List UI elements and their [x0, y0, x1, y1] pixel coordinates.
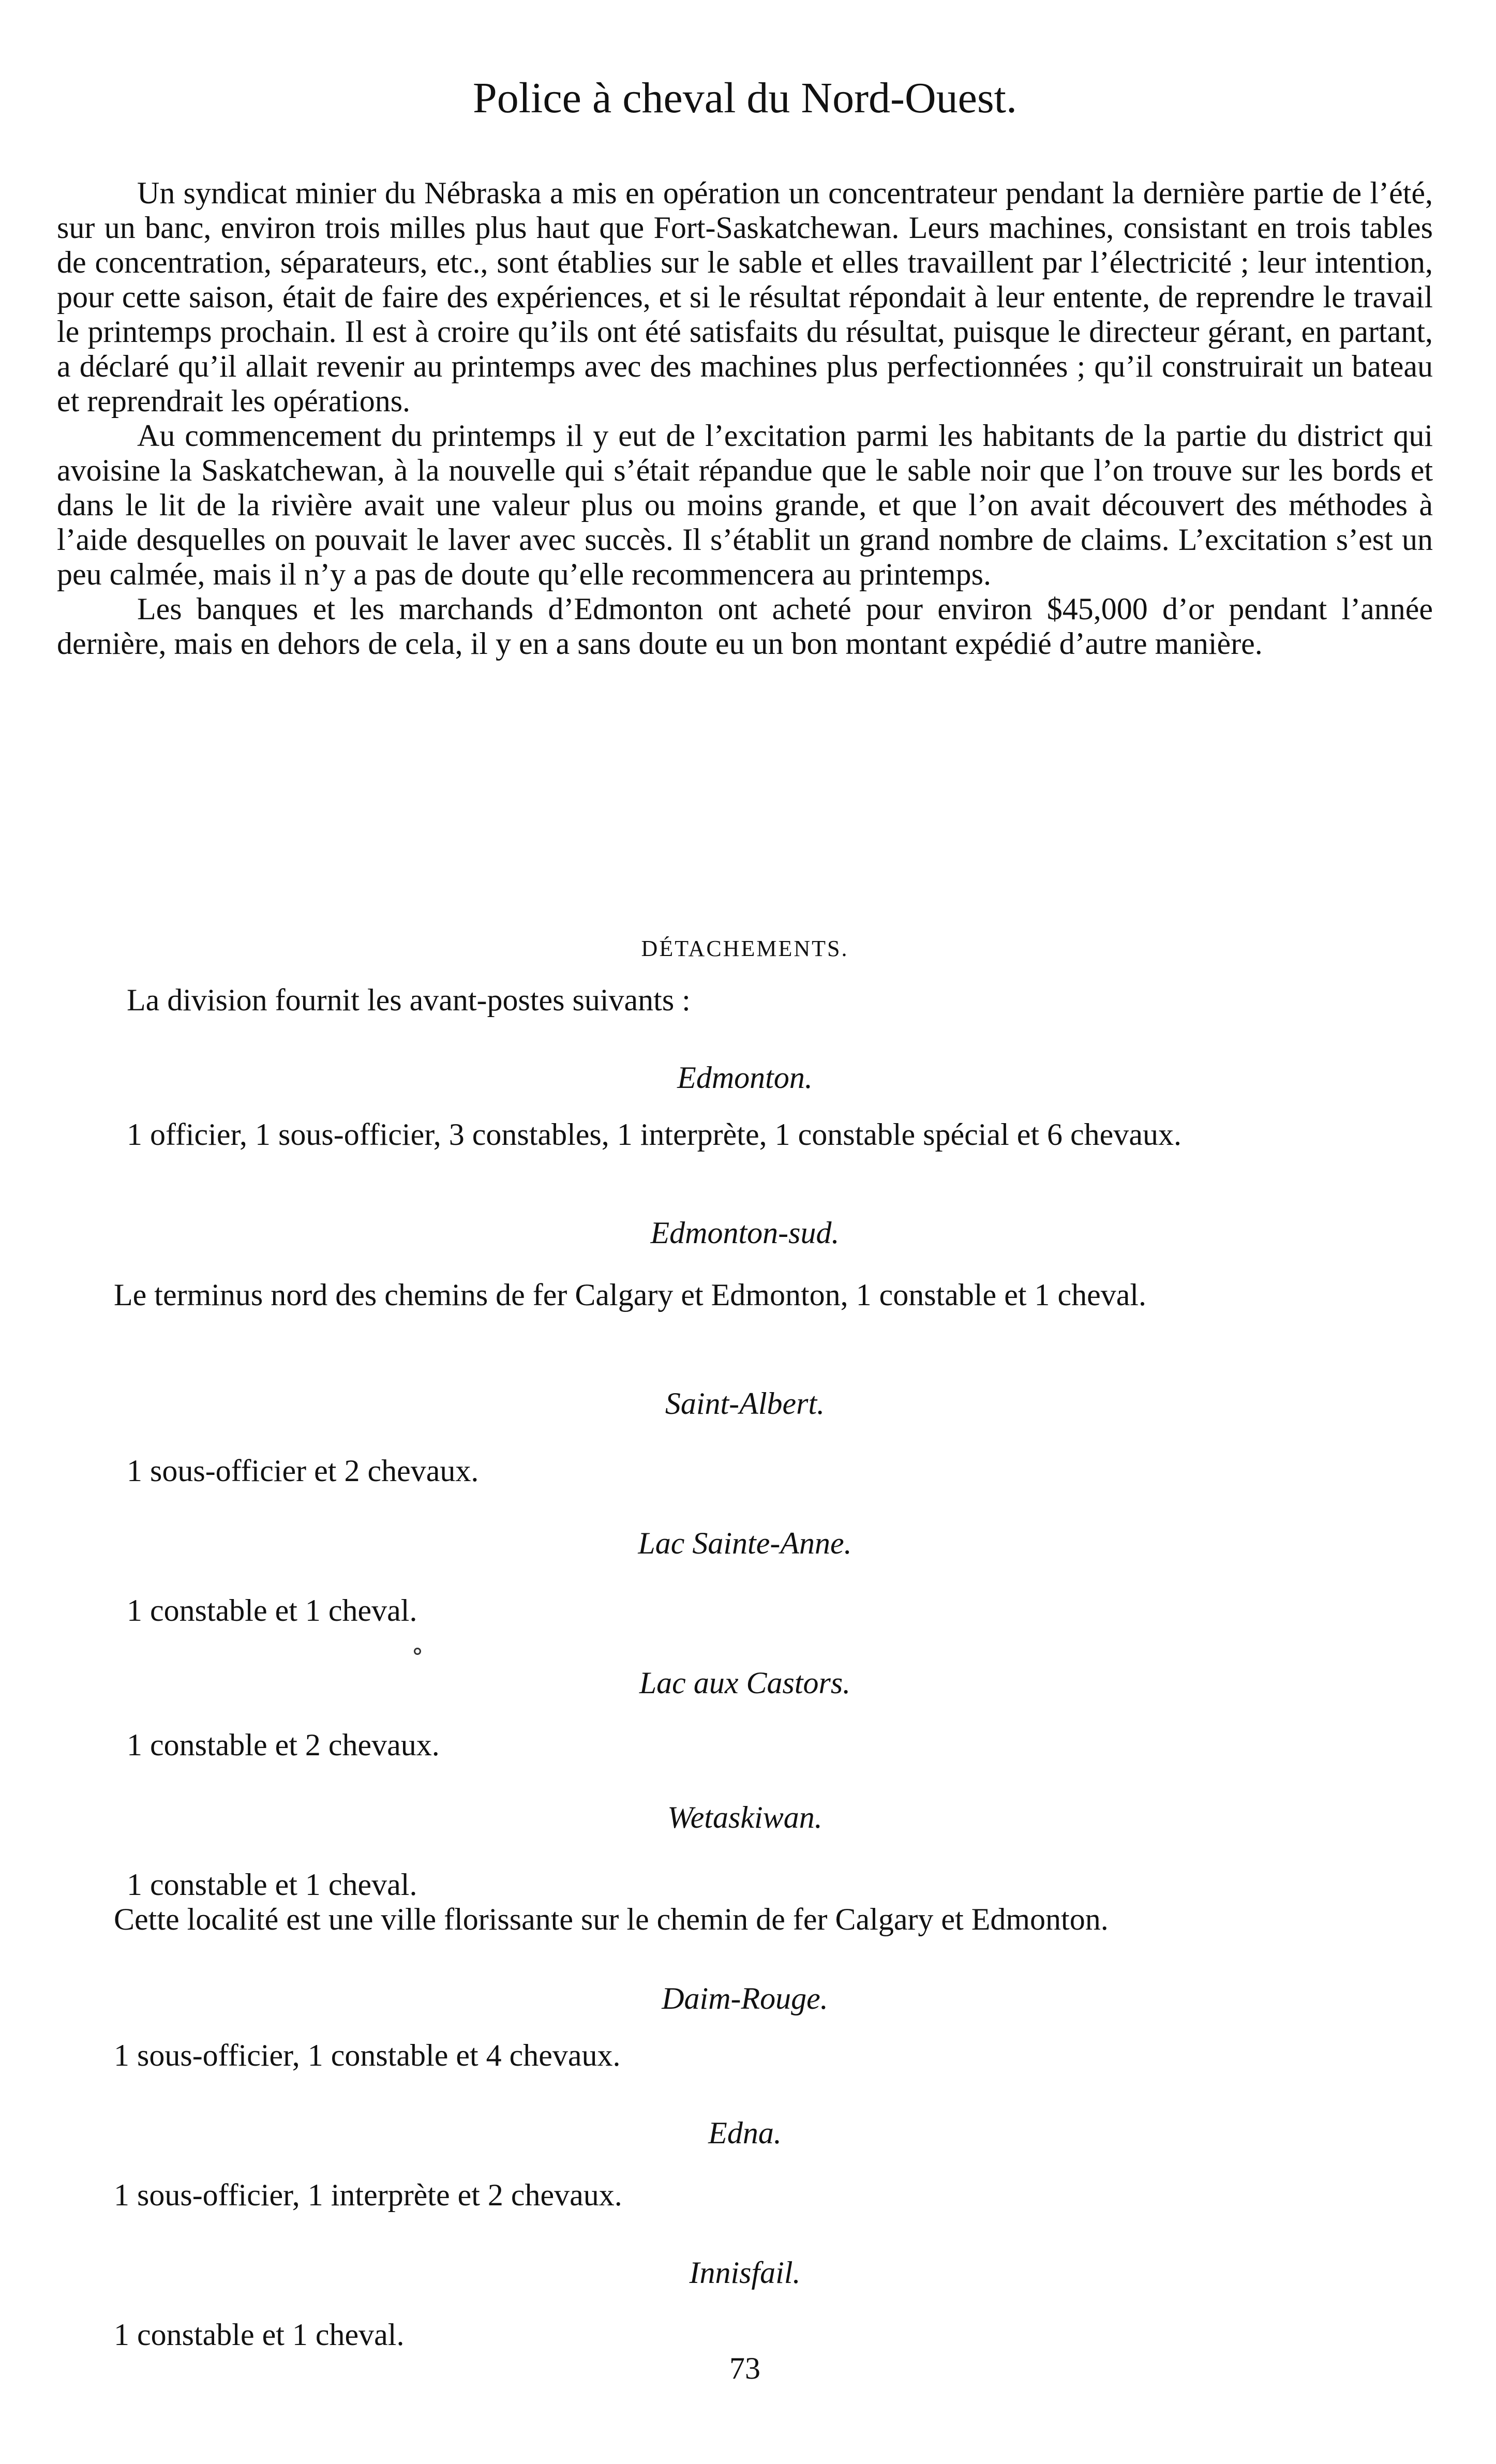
station-detail-lac-aux-castors — [57, 1728, 1433, 1763]
page-number: 73 — [729, 2351, 760, 2385]
station-heading-saint-albert: Saint-Albert. — [665, 1386, 825, 1421]
document-page — [57, 0, 1433, 2464]
station-detail-wetaskiwan — [57, 1868, 1433, 1937]
station-line: 1 constable et 1 cheval. — [127, 1868, 417, 1902]
station-heading-lac-sainte-anne: Lac Sainte-Anne. — [638, 1526, 852, 1560]
station-heading-innisfail: Innisfail. — [689, 2256, 801, 2290]
station-line: 1 sous-officier, 1 constable et 4 chevaux. — [114, 2038, 621, 2072]
paragraph-mining: Un syndicat minier du Nébraska a mis en opération un concentrateur pendant la dernière partie de l’été, sur un banc, environ trois milles plus haut que Fort-Saskatchewan. Leurs machines, consistant en trois tables de concentration, séparateurs, etc., sont établies sur le sable et elles travaillent par l’électricité ; leur intention, pour cette saison, était de faire des expériences, et si le résultat répondait à leur entente, de reprendre le travail le printemps prochain. Il est à croire qu’ils ont été satisfaits du résultat, puisque le directeur gérant, en partant, a déclaré qu’il allait revenir au printemps avec des machines plus perfectionnées ; qu’il construirait un bateau et reprendrait les opérations. — [57, 176, 1433, 418]
station-heading-edmonton-sud: Edmonton-sud. — [650, 1216, 840, 1250]
station-line: 1 constable et 1 cheval. — [127, 1593, 417, 1627]
station-detail-saint-albert — [57, 1454, 1433, 1488]
section-heading: DÉTACHEMENTS. — [641, 936, 849, 961]
station-line: 1 officier, 1 sous-officier, 3 constables, 1 interprète, 1 constable spécial et 6 chevaux. — [127, 1117, 1181, 1152]
station-detail-daim-rouge — [57, 2038, 1433, 2073]
station-line: Le terminus nord des chemins de fer Calgary et Edmonton, 1 constable et 1 cheval. — [114, 1278, 1147, 1312]
station-line: 1 sous-officier et 2 chevaux. — [127, 1454, 479, 1488]
station-line: Cette localité est une ville florissante sur le chemin de fer Calgary et Edmonton. — [114, 1902, 1109, 1936]
ink-speck — [414, 1648, 421, 1655]
paragraph-excitement: Au commencement du printemps il y eut de l’excitation parmi les habitants de la partie du district qui avoisine la Saskatchewan, à la nouvelle qui s’était répandue que le sable noir que l’on trouve sur les bords et dans le lit de la rivière avait une valeur plus ou moins grande, et que l’on avait découvert des méthodes à l’aide desquelles on pouvait le laver avec succès. Il s’établit un grand nombre de claims. L’excitation s’est un peu calmée, mais il n’y a pas de doute qu’elle recommencera au printemps. — [57, 419, 1433, 591]
running-title: Police à cheval du Nord-Ouest. — [472, 74, 1017, 122]
station-detail-lac-sainte-anne — [57, 1593, 1433, 1628]
station-line: 1 constable et 2 chevaux. — [127, 1728, 440, 1762]
station-heading-wetaskiwan: Wetaskiwan. — [667, 1800, 822, 1834]
intro-line: La division fournit les avant-postes suivants : — [127, 983, 691, 1017]
station-detail-edna — [57, 2178, 1433, 2213]
station-heading-lac-aux-castors: Lac aux Castors. — [639, 1666, 851, 1700]
station-line: 1 sous-officier, 1 interprète et 2 chevaux. — [114, 2178, 622, 2212]
station-detail-edmonton — [57, 1117, 1433, 1152]
station-line: 1 constable et 1 cheval. — [114, 2318, 405, 2352]
station-heading-daim-rouge: Daim-Rouge. — [662, 1981, 828, 2015]
station-detail-innisfail — [57, 2318, 1433, 2352]
station-heading-edna: Edna. — [708, 2116, 782, 2150]
station-detail-edmonton-sud — [57, 1278, 1433, 1312]
paragraph-gold: Les banques et les marchands d’Edmonton ont acheté pour environ $45,000 d’or pendant l’année dernière, mais en dehors de cela, il y en a sans doute eu un bon montant expédié d’autre manière. — [57, 592, 1433, 661]
body-text — [57, 176, 1433, 661]
station-heading-edmonton: Edmonton. — [677, 1061, 813, 1095]
